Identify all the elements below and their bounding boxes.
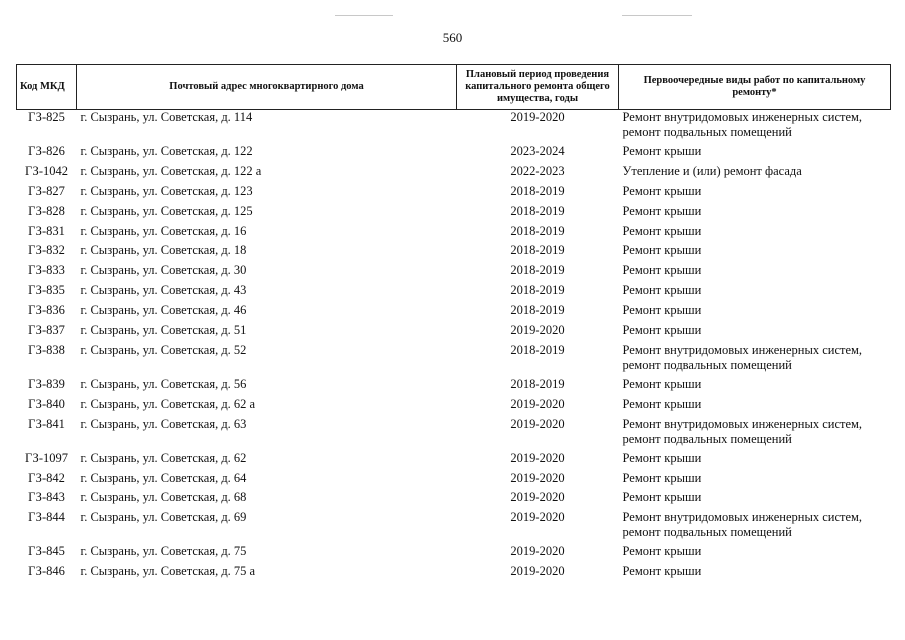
cell-works: Ремонт внутридомовых инженерных систем, ремонт подвальных помещений — [622, 416, 863, 446]
cell-code: ГЗ-840 — [28, 396, 65, 411]
cell-period: 2019-2020 — [510, 396, 565, 411]
table-row — [17, 544, 891, 564]
cell-address: г. Сызрань, ул. Советская, д. 30 — [80, 263, 247, 278]
header-address: Почтовый адрес многоквартирного дома — [77, 65, 457, 110]
table-row — [17, 164, 891, 184]
table-row — [17, 144, 891, 164]
cell-works: Ремонт внутридомовых инженерных систем, ремонт подвальных помещений — [622, 342, 863, 372]
table-row — [17, 184, 891, 204]
cell-address: г. Сызрань, ул. Советская, д. 123 — [80, 183, 253, 198]
cell-code: ГЗ-841 — [28, 416, 65, 431]
cell-period: 2019-2020 — [510, 416, 565, 431]
table-row — [17, 243, 891, 263]
cell-period: 2018-2019 — [510, 203, 565, 218]
table-header-row — [17, 65, 891, 110]
cell-works: Ремонт внутридомовых инженерных систем, ремонт подвальных помещений — [622, 510, 863, 540]
table-row — [17, 343, 891, 377]
cell-address: г. Сызрань, ул. Советская, д. 56 — [80, 376, 247, 391]
cell-period: 2018-2019 — [510, 183, 565, 198]
cell-code: ГЗ-1042 — [25, 163, 68, 178]
cell-code: ГЗ-843 — [28, 490, 65, 505]
table-row — [17, 224, 891, 244]
cell-works: Ремонт крыши — [622, 470, 702, 485]
cell-code: ГЗ-828 — [28, 203, 65, 218]
table-row — [17, 417, 891, 451]
table-row — [17, 397, 891, 417]
cell-works: Ремонт крыши — [622, 323, 702, 338]
table-row — [17, 377, 891, 397]
cell-address: г. Сызрань, ул. Советская, д. 75 — [80, 544, 247, 559]
cell-works: Ремонт крыши — [622, 283, 702, 298]
cell-period: 2019-2020 — [510, 490, 565, 505]
cell-works: Утепление и (или) ремонт фасада — [622, 163, 802, 178]
cell-address: г. Сызрань, ул. Советская, д. 64 — [80, 470, 247, 485]
table-row — [17, 110, 891, 145]
table-row — [17, 323, 891, 343]
cell-address: г. Сызрань, ул. Советская, д. 69 — [80, 510, 247, 525]
cell-address: г. Сызрань, ул. Советская, д. 68 — [80, 490, 247, 505]
header-period: Плановый период проведения капитального ремонта общего имущества, годы — [457, 65, 619, 110]
cell-code: ГЗ-833 — [28, 263, 65, 278]
table-row — [17, 451, 891, 471]
cell-works: Ремонт внутридомовых инженерных систем, ремонт подвальных помещений — [622, 110, 863, 139]
cell-address: г. Сызрань, ул. Советская, д. 122 а — [80, 163, 262, 178]
capital-repair-table — [16, 64, 891, 584]
table-row — [17, 510, 891, 544]
cell-code: ГЗ-831 — [28, 223, 65, 238]
cell-works: Ремонт крыши — [622, 183, 702, 198]
cell-address: г. Сызрань, ул. Советская, д. 52 — [80, 342, 247, 357]
cell-period: 2022-2023 — [510, 163, 565, 178]
cell-code: ГЗ-832 — [28, 243, 65, 258]
cell-address: г. Сызрань, ул. Советская, д. 125 — [80, 203, 253, 218]
cell-code: ГЗ-844 — [28, 510, 65, 525]
cell-period: 2019-2020 — [510, 110, 565, 124]
page-number: 560 — [442, 30, 463, 45]
cell-period: 2018-2019 — [510, 303, 565, 318]
cell-code: ГЗ-837 — [28, 323, 65, 338]
cell-works: Ремонт крыши — [622, 303, 702, 318]
cell-code: ГЗ-836 — [28, 303, 65, 318]
cell-works: Ремонт крыши — [622, 544, 702, 559]
table-row — [17, 283, 891, 303]
table-row — [17, 490, 891, 510]
cell-code: ГЗ-838 — [28, 342, 65, 357]
cell-code: ГЗ-846 — [28, 564, 65, 579]
cell-address: г. Сызрань, ул. Советская, д. 62 а — [80, 396, 256, 411]
cell-works: Ремонт крыши — [622, 396, 702, 411]
cell-code: ГЗ-839 — [28, 376, 65, 391]
cell-works: Ремонт крыши — [622, 223, 702, 238]
table-row — [17, 471, 891, 491]
cell-code: ГЗ-845 — [28, 544, 65, 559]
cell-period: 2019-2020 — [510, 470, 565, 485]
cell-works: Ремонт крыши — [622, 243, 702, 258]
table-row — [17, 204, 891, 224]
cell-period: 2018-2019 — [510, 376, 565, 391]
cell-code: ГЗ-835 — [28, 283, 65, 298]
cell-works: Ремонт крыши — [622, 490, 702, 505]
cell-period: 2018-2019 — [510, 283, 565, 298]
cell-address: г. Сызрань, ул. Советская, д. 62 — [80, 450, 247, 465]
scan-artifact — [622, 15, 692, 16]
cell-address: г. Сызрань, ул. Советская, д. 16 — [80, 223, 247, 238]
cell-address: г. Сызрань, ул. Советская, д. 46 — [80, 303, 247, 318]
cell-works: Ремонт крыши — [622, 450, 702, 465]
cell-works: Ремонт крыши — [622, 564, 702, 579]
cell-period: 2018-2019 — [510, 223, 565, 238]
cell-address: г. Сызрань, ул. Советская, д. 43 — [80, 283, 247, 298]
table-row — [17, 564, 891, 584]
cell-period: 2019-2020 — [510, 450, 565, 465]
cell-period: 2019-2020 — [510, 323, 565, 338]
cell-code: ГЗ-826 — [28, 144, 65, 158]
scan-artifact — [335, 15, 393, 16]
cell-period: 2018-2019 — [510, 243, 565, 258]
cell-works: Ремонт крыши — [622, 203, 702, 218]
cell-address: г. Сызрань, ул. Советская, д. 114 — [80, 110, 253, 124]
cell-code: ГЗ-842 — [28, 470, 65, 485]
header-works: Первоочередные виды работ по капитальному ремонту* — [619, 65, 891, 110]
cell-code: ГЗ-827 — [28, 183, 65, 198]
table-row — [17, 303, 891, 323]
cell-works: Ремонт крыши — [622, 144, 702, 158]
cell-period: 2023-2024 — [510, 144, 565, 158]
cell-address: г. Сызрань, ул. Советская, д. 63 — [80, 416, 247, 431]
cell-works: Ремонт крыши — [622, 376, 702, 391]
cell-address: г. Сызрань, ул. Советская, д. 51 — [80, 323, 247, 338]
cell-address: г. Сызрань, ул. Советская, д. 122 — [80, 144, 253, 158]
cell-works: Ремонт крыши — [622, 263, 702, 278]
cell-code: ГЗ-825 — [28, 110, 65, 124]
cell-period: 2019-2020 — [510, 510, 565, 525]
table-row — [17, 263, 891, 283]
cell-period: 2018-2019 — [510, 342, 565, 357]
cell-address: г. Сызрань, ул. Советская, д. 75 а — [80, 564, 256, 579]
cell-period: 2018-2019 — [510, 263, 565, 278]
cell-period: 2019-2020 — [510, 564, 565, 579]
cell-address: г. Сызрань, ул. Советская, д. 18 — [80, 243, 247, 258]
header-code: Код МКД — [17, 65, 77, 110]
cell-period: 2019-2020 — [510, 544, 565, 559]
cell-code: ГЗ-1097 — [25, 450, 68, 465]
